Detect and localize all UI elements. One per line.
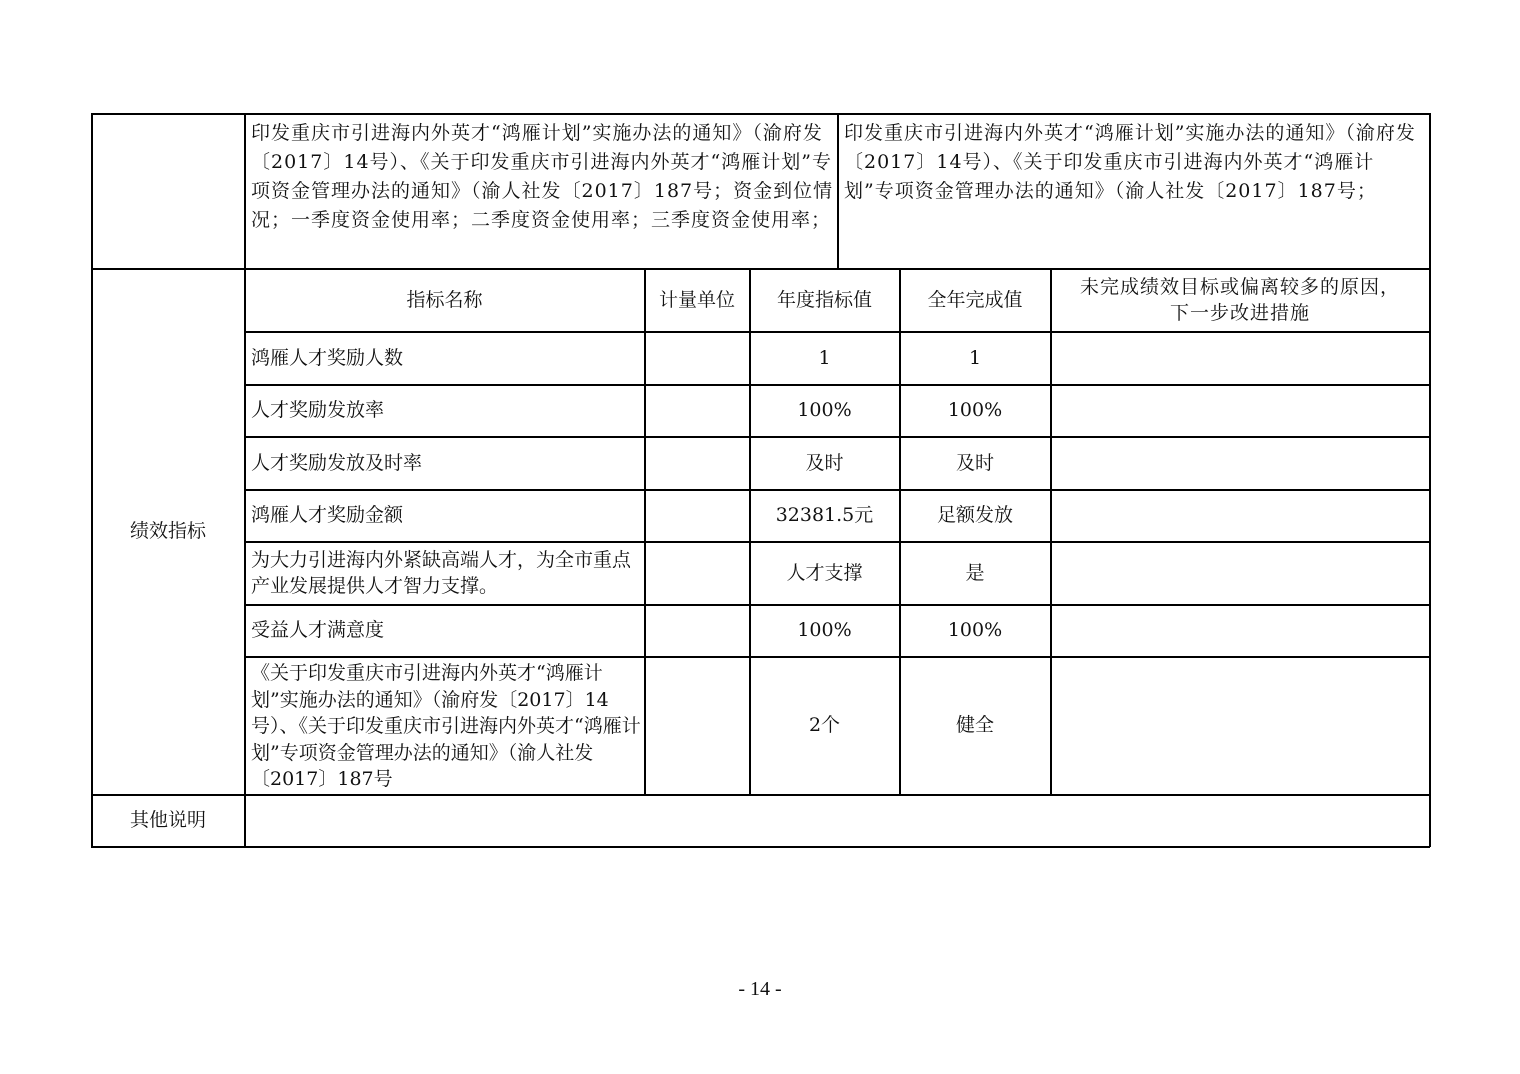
- indicator-name: 人才奖励发放及时率: [251, 451, 423, 474]
- header-unit: 计量单位: [658, 288, 735, 311]
- header-actual: 全年完成值: [927, 288, 1023, 311]
- rule: [1429, 113, 1431, 847]
- indicator-actual: 100%: [947, 399, 1003, 421]
- indicator-target: 人才支撑: [786, 561, 863, 584]
- indicator-actual: 及时: [955, 451, 994, 474]
- rule: [91, 113, 1430, 115]
- indicator-name: 受益人才满意度: [251, 619, 385, 641]
- indicator-actual: 100%: [947, 619, 1003, 641]
- rule: [644, 268, 646, 795]
- indicator-name: 《关于印发重庆市引进海内外英才“鸿雁计划”实施办法的通知》（渝府发〔2017〕14号）、《关于印发重庆市引进海内外英才“鸿雁计划”专项资金管理办法的通知》（渝人社发〔2017〕187号: [251, 662, 641, 790]
- rule: [244, 113, 246, 847]
- header-reason: 未完成绩效目标或偏离较多的原因， 下一步改进措施: [1079, 276, 1400, 324]
- indicator-actual: 健全: [955, 714, 994, 736]
- other-notes-value: [251, 795, 1421, 846]
- indicator-actual: 是: [965, 561, 985, 584]
- indicator-name: 鸿雁人才奖励金额: [251, 504, 404, 526]
- indicator-name: 人才奖励发放率: [251, 399, 385, 421]
- indicator-target: 32381.5元: [775, 504, 874, 526]
- indicator-name: 鸿雁人才奖励人数: [251, 346, 404, 369]
- indicator-actual: 1: [968, 346, 982, 369]
- section-label: 绩效指标: [129, 520, 206, 542]
- indicator-target: 100%: [797, 619, 852, 641]
- top-row-text-b: 印发重庆市引进海内外英才“鸿雁计划”实施办法的通知》（渝府发〔2017〕14号）、《关于印发重庆市引进海内外英才“鸿雁计划”专项资金管理办法的通知》（渝人社发〔2017〕187号；: [844, 122, 1416, 202]
- indicator-name: 为大力引进海内外紧缺高端人才，为全市重点产业发展提供人才智力支撑。: [251, 549, 632, 597]
- other-notes-label: 其他说明: [129, 809, 206, 831]
- rule: [837, 113, 839, 269]
- header-target: 年度指标值: [776, 288, 872, 311]
- rule: [91, 846, 1430, 848]
- indicator-target: 2个: [808, 714, 841, 736]
- indicator-target: 100%: [797, 399, 852, 421]
- top-row-text-a: 印发重庆市引进海内外英才“鸿雁计划”实施办法的通知》（渝府发〔2017〕14号）、《关于印发重庆市引进海内外英才“鸿雁计划”专项资金管理办法的通知》（渝人社发〔2017〕187号；资金到位情况；一季度资金使用率；二季度资金使用率；三季度资金使用率；: [251, 122, 834, 231]
- page-number: - 14 -: [738, 978, 782, 1000]
- header-name: 指标名称: [406, 288, 483, 311]
- indicator-target: 1: [818, 346, 831, 369]
- indicator-target: 及时: [805, 451, 844, 474]
- indicator-actual: 足额发放: [936, 504, 1013, 526]
- rule: [1050, 268, 1052, 795]
